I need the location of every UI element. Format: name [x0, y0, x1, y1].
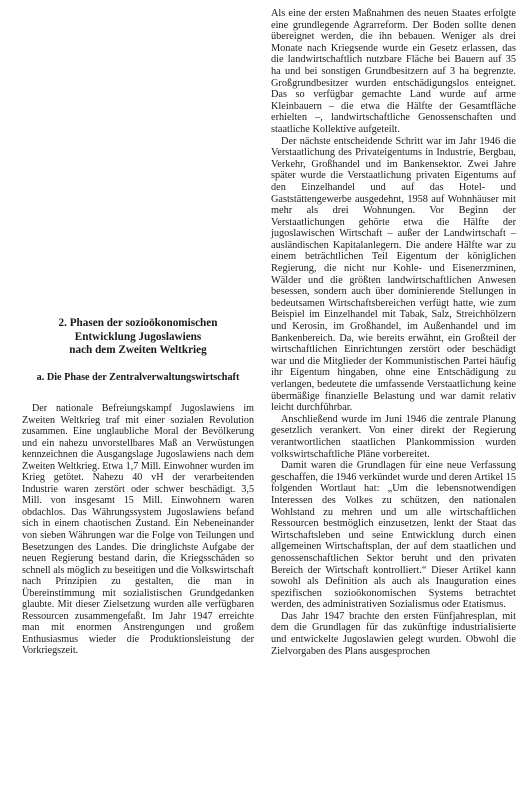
right-paragraph-3: Anschließend wurde im Juni 1946 die zentrale Planung gesetzlich verankert. Von einer direkt der Regierung verantwortlichen staatlichen Plankommission wurden volkswirtschaftliche Pläne vorbereitet.	[271, 413, 516, 460]
section-heading-line-2: Entwicklung Jugoslawiens	[74, 330, 202, 343]
right-paragraph-4: Damit waren die Grundlagen für eine neue Verfassung geschaffen, die 1946 verkündet wurde und deren Artikel 15 folgenden Wortlaut hat: „Um die lebensnotwendigen Interessen des Volkes zu schützen, den nationalen Wohlstand zu mehren und um alle wirtschaftlichen Ressourcen bestmöglich einzusetzen, lenkt der Staat das Wirtschaftsleben und seine Entwicklung durch einen allgemeinen Wirtschaftsplan, der auf dem staatlichen und genossenschaftlichen Sektor beruht und den privaten Bereich der Wirtschaft kontrolliert.“ Dieser Artikel kann sowohl als Definition als auch als Inauguration eines spezifischen sozioökonomischen Systems betrachtet werden, des administrativen Sozialismus oder Etatismus.	[271, 460, 516, 611]
left-column	[22, 403, 254, 657]
right-paragraph-1: Als eine der ersten Maßnahmen des neuen Staates erfolgte eine grundlegende Agrarreform. Der Boden sollte denen übereignet werden, die ihn bebauen. Weniger als drei Monate nach Kriegsende wurde ein Gesetz erlassen, das die landwirtschaftlich nutzbare Fläche bei Bauern auf 35 ha und bei sonstigen Grundbesitzern auf 3 ha begrenzte. Großgrundbesitzer wurden entschädigungslos enteignet. Das so verfügbar gemachte Land wurde auf arme Kleinbauern – die etwa die Hälfte der Gesamtfläche erhielten –, landwirtschaftliche Genossenschaften und staatliche Kollektive aufgeteilt.	[271, 8, 516, 135]
section-heading-line-3: nach dem Zweiten Weltkrieg	[69, 344, 207, 356]
right-column	[271, 8, 516, 657]
subsection-heading: a. Die Phase der Zentralverwaltungswirtschaft	[36, 372, 240, 383]
section-heading-line-1: 2. Phasen der sozioökonomischen	[58, 317, 218, 329]
left-paragraph-1: Der nationale Befreiungskampf Jugoslawiens im Zweiten Weltkrieg traf mit einer sozialen Revolution zusammen. Eine unglaubliche Moral der Bevölkerung und ein nahezu unvorstellbares Maß an Verwüstungen kennzeichnen die Ausgangslage Jugoslawiens nach dem Zweiten Weltkrieg. Etwa 1,7 Mill. Einwohner wurden im Krieg getötet. Nahezu 40 vH der verarbeitenden Industrie waren zerstört oder schwer beschädigt. 3,5 Mill. von insgesamt 15 Mill. Einwohnern waren obdachlos. Das Währungssystem Jugoslawiens befand sich in einem chaotischen Zustand. Ein Nebeneinander von sieben Währungen war die Folge von Teilungen und Besetzungen des Landes. Die dringlichste Aufgabe der neuen Regierung bestand darin, die Kriegsschäden so schnell als möglich zu beseitigen und die Volkswirtschaft nach Prinzipien zu gestalten, die man in Übereinstimmung mit sozialistischen Grundgedanken glaubte. Mit dieser Zielsetzung wurden alle verfügbaren Ressourcen zusammengefaßt. Im Jahr 1947 erreichte man mit enormen Anstrengungen und großem Enthusiasmus wieder die Produktionsleistung der Vorkriegszeit.	[22, 403, 254, 657]
right-paragraph-2: Der nächste entscheidende Schritt war im Jahr 1946 die Verstaatlichung des Privateigentums in Industrie, Bergbau, Verkehr, Großhandel und im Bankensektor. Zwei Jahre später wurde die Verstaatlichung privaten Eigentums auf den Einzelhandel und auf das Hotel- und Gaststättengewerbe ausgedehnt, 1958 auf Wohnhäuser mit mehr als drei Wohnungen. Vor Beginn der Verstaatlichungen gehörte etwa die Hälfte der jugoslawischen Wirtschaft – außer der Landwirtschaft – ausländischen Kapitalanlegern. Die andere Hälfte war zu einem beträchtlichen Teil Eigentum der königlichen Regierung, die nicht nur Kohle- und Eisenerzminen, Wälder und die größten landwirtschaftlichen Anwesen besessen, sondern auch über dominierende Stellungen in bedeutsamen Wirtschaftsbereichen verfügt hatte, wie zum Beispiel im Einzelhandel mit Tabak, Salz, Streichhölzern und Kerosin, im Großhandel, im Außenhandel und im Bankenbereich. Da, wie bereits erwähnt, ein Großteil der wirtschaftlichen Einrichtungen zerstört oder beschädigt war und die Mitglieder der Kommunistischen Partei häufig ihr Eigentum hingaben, ohne eine Entschädigung zu verlangen, bedeutete die umfassende Verstaatlichung keine übermäßige finanzielle Belastung und war damit relativ leicht durchführbar.	[271, 135, 516, 414]
right-paragraph-5: Das Jahr 1947 brachte den ersten Fünfjahresplan, mit dem die Grundlagen für das zukünftige industrialisierte und entwickelte Jugoslawien gelegt wurden. Obwohl die Zielvorgaben des Plans ausgesprochen	[271, 610, 516, 657]
section-heading	[22, 317, 254, 358]
